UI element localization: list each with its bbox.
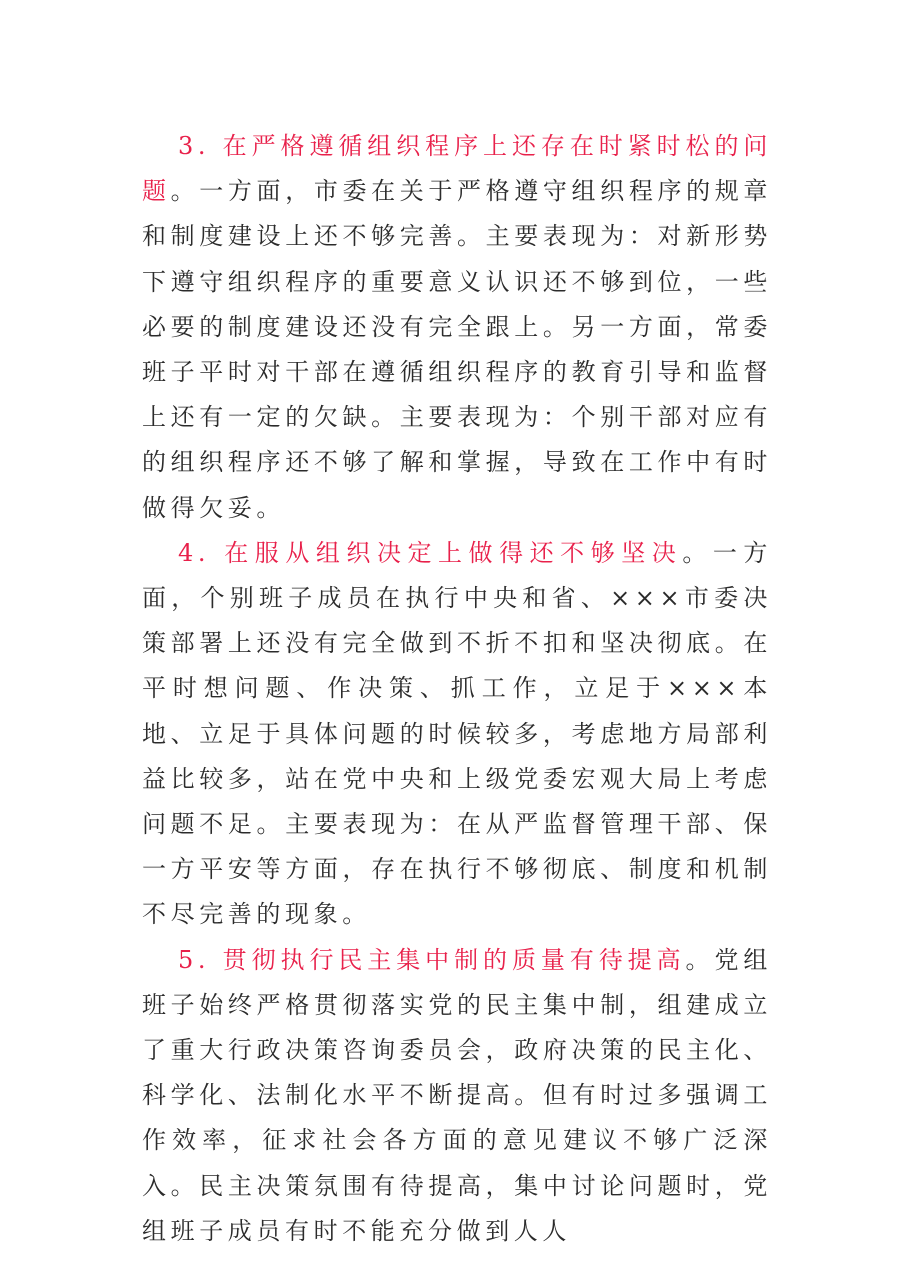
paragraph-3-body: 。一方面，市委在关于严格遵守组织程序的规章和制度建设上还不够完善。主要表现为：对新形势下遵守组织程序的重要意义认识还不够到位，一些必要的制度建设还没有完全跟上。另一方面，常委班子平时对干部在遵循组织程序的教育引导和监督上还有一定的欠缺。主要表现为：个别干部对应有的组织程序还不够了解和掌握，导致在工作中有时做得欠妥。 (142, 177, 772, 522)
paragraph-3-heading: 3. 在严格遵循组织程序上还存在时紧时松的问题 (142, 132, 772, 206)
paragraph-5-heading: 5. 贯彻执行民主集中制的质量有待提高 (178, 945, 686, 974)
paragraph-5 (142, 938, 772, 1254)
paragraph-5-body: 。党组班子始终严格贯彻落实党的民主集中制，组建成立了重大行政决策咨询委员会，政府决策的民主化、科学化、法制化水平不断提高。但有时过多强调工作效率，征求社会各方面的意见建议不够广泛深入。民主决策氛围有待提高，集中讨论问题时，党组班子成员有时不能充分做到人人 (142, 945, 772, 1245)
paragraph-3 (142, 124, 772, 531)
paragraph-4-body: 。一方面，个别班子成员在执行中央和省、×××市委决策部署上还没有完全做到不折不扣和坚决彻底。在平时想问题、作决策、抓工作，立足于×××本地、立足于具体问题的时候较多，考虑地方局部利益比较多，站在党中央和上级党委宏观大局上考虑问题不足。主要表现为：在从严监督管理干部、保一方平安等方面，存在执行不够彻底、制度和机制不尽完善的现象。 (142, 538, 772, 929)
paragraph-4-heading: 4. 在服从组织决定上做得还不够坚决 (178, 538, 683, 567)
document-body (142, 124, 772, 1254)
paragraph-4 (142, 531, 772, 938)
